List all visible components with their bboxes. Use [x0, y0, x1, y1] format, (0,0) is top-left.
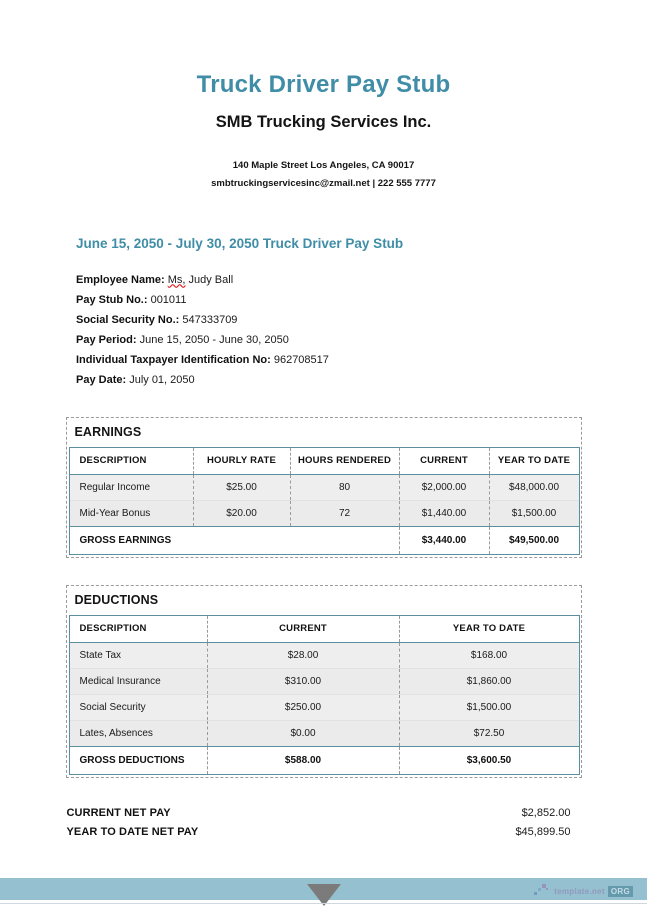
pay-stub-no-label: Pay Stub No.: — [76, 293, 148, 306]
watermark-badge: ORG — [608, 886, 633, 897]
earnings-col-hourly-rate: HOURLY RATE — [193, 447, 290, 474]
pay-stub-no-row — [76, 290, 647, 310]
earnings-cell-hours: 72 — [290, 500, 399, 526]
pay-stub-no-value: 001011 — [147, 293, 187, 306]
footer-rule — [0, 903, 647, 904]
ssn-label: Social Security No.: — [76, 313, 180, 326]
employee-name-value: Judy Ball — [185, 273, 234, 286]
table-row — [69, 668, 579, 694]
pay-date-label: Pay Date: — [76, 373, 127, 386]
employee-details — [0, 251, 647, 390]
deductions-cell-current: $310.00 — [207, 668, 399, 694]
pay-period-row — [76, 330, 647, 350]
earnings-cell-description: Mid-Year Bonus — [69, 500, 193, 526]
watermark — [533, 884, 633, 898]
pay-period-heading: June 15, 2050 - July 30, 2050 Truck Driver Pay Stub — [76, 235, 404, 251]
deductions-section-title: DEDUCTIONS — [74, 592, 159, 607]
deductions-cell-description: Lates, Absences — [69, 720, 207, 746]
earnings-section — [66, 417, 582, 558]
current-net-pay-value: $2,852.00 — [521, 806, 571, 819]
earnings-cell-ytd: $48,000.00 — [489, 474, 579, 500]
earnings-total-current: $3,440.00 — [399, 526, 489, 554]
deductions-table — [69, 615, 580, 775]
deductions-section — [66, 585, 582, 778]
itin-label: Individual Taxpayer Identification No: — [76, 353, 271, 366]
earnings-cell-hourly-rate: $25.00 — [193, 474, 290, 500]
company-contact-block — [0, 132, 647, 192]
current-net-pay-row — [66, 804, 582, 824]
pay-period-label: Pay Period: — [76, 333, 137, 346]
earnings-col-hours: HOURS RENDERED — [290, 447, 399, 474]
table-row — [69, 642, 579, 668]
deductions-cell-ytd: $1,500.00 — [399, 694, 579, 720]
deductions-cell-ytd: $1,860.00 — [399, 668, 579, 694]
deductions-header-row — [69, 615, 579, 642]
earnings-total-label: GROSS EARNINGS — [69, 526, 399, 554]
table-row — [69, 720, 579, 746]
earnings-total-ytd: $49,500.00 — [489, 526, 579, 554]
pay-period-value: June 15, 2050 - June 30, 2050 — [136, 333, 289, 346]
deductions-cell-description: Social Security — [69, 694, 207, 720]
current-net-pay-label: CURRENT NET PAY — [66, 806, 171, 819]
earnings-cell-hourly-rate: $20.00 — [193, 500, 290, 526]
earnings-section-title: EARNINGS — [74, 424, 142, 439]
ssn-value: 547333709 — [179, 313, 238, 326]
deductions-cell-description: Medical Insurance — [69, 668, 207, 694]
deductions-cell-ytd: $168.00 — [399, 642, 579, 668]
earnings-col-current: CURRENT — [399, 447, 489, 474]
deductions-cell-current: $0.00 — [207, 720, 399, 746]
earnings-cell-current: $2,000.00 — [399, 474, 489, 500]
table-row — [69, 694, 579, 720]
deductions-total-current: $588.00 — [207, 746, 399, 774]
deductions-total-ytd: $3,600.50 — [399, 746, 579, 774]
deductions-cell-description: State Tax — [69, 642, 207, 668]
deductions-cell-ytd: $72.50 — [399, 720, 579, 746]
earnings-cell-description: Regular Income — [69, 474, 193, 500]
deductions-col-description: DESCRIPTION — [69, 615, 207, 642]
ytd-net-pay-row — [66, 823, 582, 843]
ytd-net-pay-value: $45,899.50 — [515, 826, 571, 839]
net-pay-summary — [66, 804, 582, 843]
company-address: 140 Maple Street Los Angeles, CA 90017 — [232, 160, 415, 172]
itin-value: 962708517 — [270, 353, 329, 366]
earnings-cell-ytd: $1,500.00 — [489, 500, 579, 526]
earnings-header-row — [69, 447, 579, 474]
ytd-net-pay-label: YEAR TO DATE NET PAY — [66, 826, 199, 839]
page-title: Truck Driver Pay Stub — [196, 71, 451, 98]
watermark-text: template.net — [554, 886, 605, 896]
deductions-cell-current: $28.00 — [207, 642, 399, 668]
table-row — [69, 500, 579, 526]
earnings-col-ytd: YEAR TO DATE — [489, 447, 579, 474]
pay-date-value: July 01, 2050 — [126, 373, 195, 386]
earnings-table — [69, 447, 580, 555]
deductions-total-row — [69, 746, 579, 774]
earnings-cell-current: $1,440.00 — [399, 500, 489, 526]
table-row — [69, 474, 579, 500]
pay-date-row — [76, 370, 647, 390]
employee-name-label: Employee Name: — [76, 273, 165, 286]
company-contact: smbtruckingservicesinc@zmail.net | 222 555 7777 — [211, 177, 436, 189]
deductions-cell-current: $250.00 — [207, 694, 399, 720]
itin-row — [76, 350, 647, 370]
watermark-dots-icon — [533, 884, 551, 898]
deductions-total-label: GROSS DEDUCTIONS — [69, 746, 207, 774]
ssn-row — [76, 310, 647, 330]
earnings-total-row — [69, 526, 579, 554]
employee-name-prefix: Ms, — [167, 273, 186, 286]
deductions-col-current: CURRENT — [207, 615, 399, 642]
earnings-col-description: DESCRIPTION — [69, 447, 193, 474]
deductions-col-ytd: YEAR TO DATE — [399, 615, 579, 642]
employee-name-row — [76, 270, 647, 290]
earnings-cell-hours: 80 — [290, 474, 399, 500]
company-name: SMB Trucking Services Inc. — [215, 113, 432, 132]
